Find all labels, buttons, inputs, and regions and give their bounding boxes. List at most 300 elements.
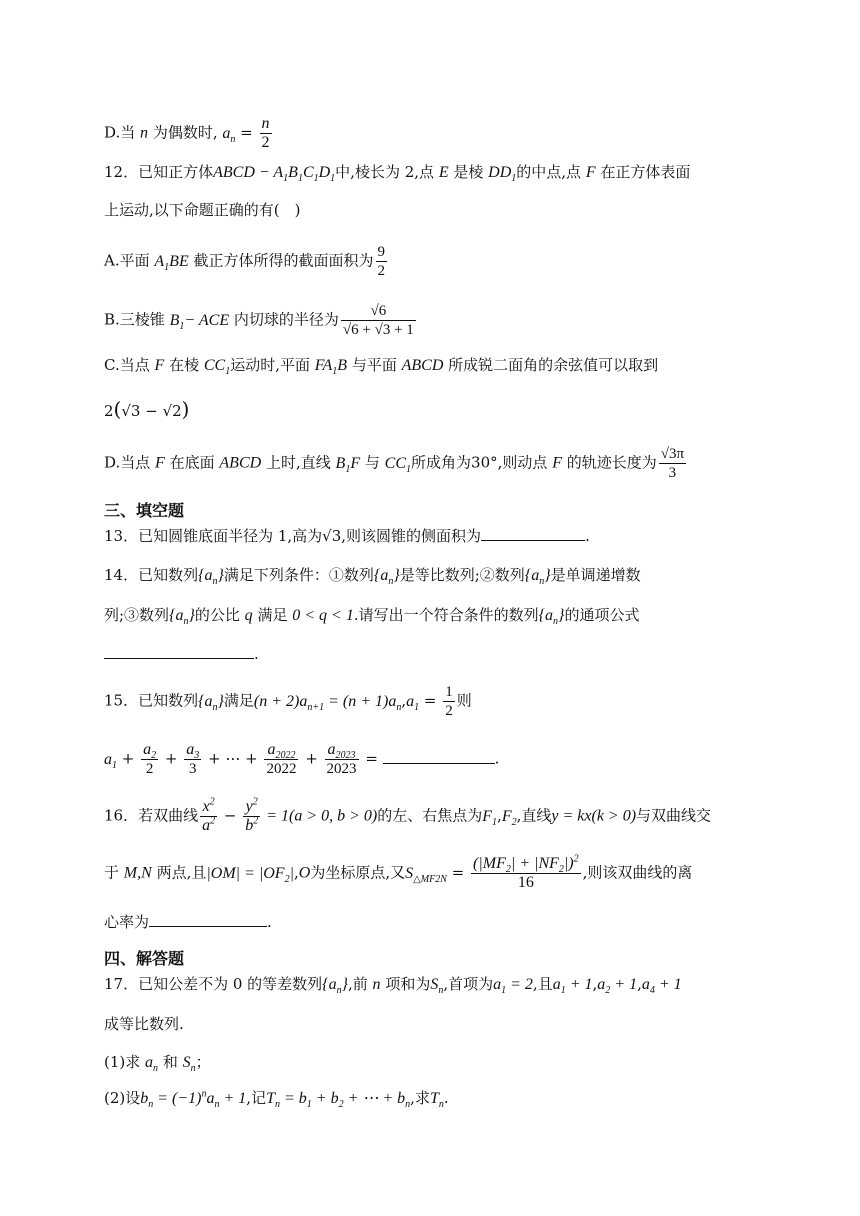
q16-line-1	[104, 798, 711, 835]
sub: 2	[511, 816, 517, 828]
fraction-a2023-over-2023	[325, 741, 359, 778]
math: + b	[311, 1090, 339, 1107]
sub-text: 2	[435, 873, 441, 885]
seq-an	[198, 567, 224, 588]
math: B	[169, 311, 180, 329]
term-a4-plus-1	[641, 976, 682, 997]
sub: 1	[297, 173, 303, 185]
math-OM-OF2	[206, 864, 294, 885]
numerator	[243, 798, 260, 817]
an	[145, 1054, 159, 1075]
math: b	[140, 1090, 149, 1107]
math: b	[245, 817, 254, 834]
sub-text: △MF	[413, 873, 436, 885]
text: 满足	[257, 606, 288, 624]
text: 14．已知数列	[104, 566, 199, 584]
sup: 2	[210, 815, 216, 827]
text: .	[254, 645, 259, 663]
text: 12．已知正方体	[104, 163, 214, 181]
math: = 2	[506, 976, 533, 993]
sub: 1	[492, 816, 498, 828]
sub: 1	[330, 173, 336, 185]
sub: 2	[558, 864, 564, 876]
q14-line-3	[104, 644, 259, 664]
sub: 1	[283, 173, 289, 185]
denominator	[243, 817, 260, 835]
math: a	[406, 692, 415, 710]
sub: n	[214, 1099, 220, 1111]
math: + 1	[654, 976, 682, 993]
q17-part-2	[104, 1088, 449, 1109]
sub: 1	[313, 173, 319, 185]
math: F	[350, 454, 361, 472]
sub: 1	[164, 261, 170, 273]
sub: 4	[649, 985, 655, 997]
sub: 1	[560, 985, 566, 997]
math: }	[341, 976, 348, 993]
text: 的轨迹长度为	[566, 453, 657, 472]
sub: n	[212, 576, 218, 588]
sub: n	[405, 1099, 411, 1111]
answer-blank[interactable]	[481, 526, 585, 541]
fraction-y2-over-b2	[243, 798, 260, 835]
text: 16．若双曲线	[104, 806, 199, 825]
math: CC	[203, 357, 226, 374]
math: + 1	[565, 976, 593, 993]
text: 所成锐二面角的余弦值可以取到	[448, 356, 659, 374]
q12-line-1	[104, 162, 690, 183]
text: 为坐标原点,又	[310, 863, 406, 882]
math-O: O	[298, 864, 311, 882]
denominator: 2	[261, 134, 270, 151]
denominator	[200, 817, 217, 835]
Sn	[430, 976, 444, 997]
fraction-radius	[341, 302, 416, 339]
math-CC1	[203, 357, 231, 378]
math: {a	[198, 692, 213, 710]
bn-def	[140, 1088, 247, 1111]
text: ,	[497, 806, 502, 825]
math-a: a	[222, 124, 231, 142]
sub: n	[396, 701, 402, 713]
sub: 2	[338, 1099, 344, 1111]
F1	[482, 807, 498, 828]
answer-blank[interactable]	[383, 749, 495, 764]
math: {a	[198, 567, 213, 584]
math-sqrt-diff: √3 − √2	[121, 402, 182, 420]
sub: 1	[332, 366, 338, 378]
math-sqrt3: √3	[322, 527, 342, 545]
text: (1)求	[104, 1053, 141, 1071]
text: ,记	[246, 1089, 267, 1107]
sub: n	[553, 616, 559, 628]
section-heading-fill-in: 三、填空题	[104, 501, 185, 520]
math-F: F	[155, 454, 165, 472]
math: }	[188, 607, 195, 624]
math: a	[641, 976, 650, 993]
math: {a	[322, 976, 337, 993]
sub: 1	[179, 320, 185, 332]
denominator: 16	[517, 874, 534, 891]
q12-option-c-line-2	[104, 399, 189, 421]
plus: +	[117, 749, 140, 768]
math-condition: = 1(a > 0, b > 0)	[262, 807, 378, 825]
math: C	[302, 164, 314, 181]
sub: 1	[414, 701, 420, 713]
text: 截正方体所得的截面面积为	[193, 251, 374, 270]
math: y	[245, 798, 253, 815]
term-a1-plus-1	[552, 976, 593, 997]
plane-FA1B	[314, 357, 348, 378]
text: C.当点	[104, 356, 150, 374]
math-n: n	[372, 976, 381, 993]
numerator	[471, 855, 581, 874]
plus: +	[300, 749, 323, 768]
equals: =	[240, 123, 253, 142]
pyramid-B1-ACE	[169, 311, 230, 332]
text: 在棱	[169, 356, 200, 374]
sub: n+1	[307, 701, 325, 713]
text: 是棱	[453, 163, 484, 181]
text: 的公比	[194, 606, 240, 624]
text: ,且	[532, 975, 553, 993]
sub: n	[148, 1099, 154, 1111]
math: F	[482, 807, 493, 825]
ellipsis: + ⋯ +	[203, 749, 263, 768]
text: 在正方体表面	[600, 163, 691, 181]
a1	[104, 750, 117, 771]
text: 上时,直线	[265, 453, 331, 472]
sub: 2	[284, 873, 290, 885]
math: a	[143, 741, 152, 758]
sub: n	[190, 1063, 196, 1075]
q13	[104, 526, 590, 546]
denominator: 3	[668, 465, 677, 481]
seq-an	[538, 607, 565, 628]
math: S	[182, 1054, 191, 1071]
text: 满足	[223, 691, 254, 710]
numerator	[200, 798, 217, 817]
sub: n	[274, 1099, 280, 1111]
math: = (n + 1)a	[324, 692, 397, 710]
fraction-area	[471, 855, 581, 892]
text: 两点,且	[156, 863, 207, 882]
q17-line-1	[104, 974, 682, 995]
text: 在底面	[169, 453, 215, 472]
math: a	[206, 1090, 215, 1107]
math: a	[267, 741, 276, 758]
sub: 2023	[335, 750, 356, 762]
math-DD1	[488, 164, 517, 185]
sub: 3	[194, 750, 200, 762]
section-heading-solutions: 四、解答题	[104, 949, 185, 968]
math: ABCD − A	[213, 164, 284, 181]
plus: +	[160, 749, 183, 768]
math: a	[145, 1054, 154, 1071]
math: a	[104, 750, 112, 768]
numerator	[264, 741, 298, 760]
text: D.当	[104, 123, 136, 142]
math-line: y = kx(k > 0)	[551, 807, 637, 825]
sub: n	[183, 616, 189, 628]
math: a	[597, 976, 606, 993]
math-n: n	[140, 124, 149, 142]
sub-text: N	[440, 873, 447, 885]
math-q: q	[244, 607, 253, 624]
numerator	[325, 741, 359, 760]
math: x	[202, 798, 210, 815]
cube-name	[213, 164, 336, 185]
math: B	[288, 164, 298, 181]
text: 所成角为	[411, 453, 472, 472]
numerator: n	[261, 115, 270, 132]
sup: 2	[573, 853, 579, 865]
text: ,	[401, 691, 407, 710]
q12-option-b	[104, 302, 418, 339]
text: 是等比数列;②数列	[399, 566, 525, 584]
fraction-a3-over-3	[184, 741, 201, 778]
answer-blank[interactable]	[149, 912, 267, 927]
sub: 1	[406, 463, 412, 475]
sub: 1	[306, 1099, 312, 1111]
math: }	[217, 692, 224, 710]
text: ；	[195, 1053, 211, 1071]
text: 13．已知圆锥底面半径为 1,高为	[104, 527, 323, 545]
sub: n	[153, 1063, 159, 1075]
text: ,	[592, 975, 598, 993]
q14-line-2	[104, 605, 639, 626]
math: D	[318, 164, 331, 181]
math-angle: 30°	[471, 453, 498, 472]
fraction-n-over-2	[260, 115, 272, 152]
term-a2-plus-1	[597, 976, 638, 997]
sub: 1	[345, 463, 351, 475]
text: ,则该圆锥的侧面积为	[341, 527, 482, 545]
sub: n	[212, 701, 218, 713]
math-ABCD: ABCD	[219, 454, 262, 472]
area-S	[405, 864, 447, 885]
text: 的左、右焦点为	[377, 806, 483, 825]
math: }	[544, 567, 551, 584]
denominator: 2	[377, 263, 386, 279]
sub: 1	[511, 173, 517, 185]
denominator: 2023	[326, 761, 357, 777]
math-inequality: 0 < q < 1	[292, 607, 354, 624]
text: 与	[364, 453, 380, 472]
math: T	[429, 1090, 439, 1107]
text: 则	[456, 691, 472, 710]
math: a	[327, 741, 336, 758]
math: {a	[169, 607, 184, 624]
sup: 2	[252, 796, 258, 808]
q11-option-d	[104, 115, 274, 152]
math: S	[430, 976, 439, 993]
text: .请写出一个符合条件的数列	[353, 606, 539, 624]
math-F: F	[552, 454, 562, 472]
math: = (−1)	[153, 1090, 202, 1107]
text: ,直线	[516, 806, 552, 825]
Sn	[182, 1054, 196, 1075]
math: {a	[524, 567, 540, 584]
text: B.三棱锥	[104, 310, 165, 329]
text: 是单调递增数	[550, 566, 641, 584]
seq-an	[198, 692, 224, 713]
math: | + |NF	[510, 855, 559, 872]
text: (2)设	[104, 1089, 141, 1107]
text: D.当点	[104, 453, 151, 472]
math-F: F	[154, 357, 165, 374]
q12-line-2: 上运动,以下命题正确的有( )	[104, 201, 301, 219]
denominator: 2022	[266, 761, 297, 777]
denominator: 3	[188, 761, 197, 777]
math-F: F	[585, 164, 596, 181]
Tn-def	[266, 1090, 411, 1111]
text: 的中点,点	[516, 163, 582, 181]
math: a	[552, 976, 561, 993]
text: .	[267, 913, 272, 931]
recurrence	[253, 692, 402, 713]
numerator: 1	[445, 684, 453, 700]
math: }	[217, 567, 224, 584]
text: 为偶数时,	[152, 123, 218, 142]
text: ,求	[410, 1089, 430, 1107]
equals: =	[419, 691, 442, 710]
q17-line-2: 成等比数列.	[104, 1015, 184, 1033]
math: a	[186, 741, 195, 758]
math: = b	[279, 1090, 307, 1107]
text: ,	[293, 863, 299, 882]
math-CC1	[384, 454, 412, 475]
sub: 2	[505, 864, 511, 876]
text: 15．已知数列	[104, 691, 199, 710]
text: .	[494, 749, 500, 768]
q12-option-d	[104, 445, 688, 482]
math: − ACE	[184, 311, 230, 329]
text: A.平面	[104, 251, 150, 270]
sub: 1	[112, 759, 117, 771]
q12-option-c-line-1	[104, 355, 658, 376]
sup: 2	[253, 815, 259, 827]
math: }	[393, 567, 400, 584]
text: 内切球的半径为	[233, 310, 339, 329]
sub: n	[336, 985, 342, 997]
sup: n	[201, 1088, 207, 1100]
math: {a	[373, 567, 389, 584]
text: ,	[637, 975, 642, 993]
q16-line-3	[104, 912, 272, 932]
text: 心率为	[104, 913, 150, 931]
seq-an	[524, 567, 551, 588]
sub: 2022	[275, 750, 296, 762]
math-2: 2	[104, 402, 114, 420]
seq-an	[322, 976, 348, 997]
text: 17．已知公差不为 0 的等差数列	[104, 975, 323, 993]
math: |	[289, 864, 294, 882]
math: |OM| = |OF	[206, 864, 285, 882]
numerator	[184, 741, 201, 760]
numerator: 9	[377, 244, 386, 260]
sub: 1	[501, 985, 507, 997]
math: BE	[169, 252, 189, 270]
fraction-x2-over-a2	[200, 798, 217, 835]
answer-blank[interactable]	[104, 644, 254, 659]
math: B	[337, 357, 348, 374]
q16-line-2	[104, 855, 692, 892]
math-an	[222, 124, 236, 145]
math-sub: n	[230, 133, 236, 145]
math: DD	[488, 164, 512, 181]
q14-line-1	[104, 565, 641, 586]
text: 项和为	[385, 975, 431, 993]
text: 和	[162, 1053, 178, 1071]
line-B1F	[335, 454, 361, 475]
text: ,则动点	[497, 453, 548, 472]
plane-A1BE	[154, 252, 189, 273]
denominator: 2	[445, 703, 453, 719]
math: + ⋯ + b	[343, 1090, 406, 1107]
paren: (	[113, 397, 122, 421]
math: FA	[314, 357, 333, 374]
q17-part-1	[104, 1052, 211, 1073]
math: (|MF	[473, 855, 506, 872]
fraction-a2-over-2	[141, 741, 158, 778]
paren: )	[181, 397, 190, 421]
sub: n	[438, 1099, 444, 1111]
sub: n	[539, 576, 545, 588]
q15-line-1	[104, 683, 472, 720]
math: a	[493, 976, 502, 993]
seq-an	[373, 567, 400, 588]
q12-option-a	[104, 243, 389, 280]
sub: 2	[151, 750, 157, 762]
math: F	[501, 807, 512, 825]
a1-eq-2	[493, 976, 533, 997]
fraction-one-half	[443, 683, 455, 720]
fraction-sqrt3pi-over-3	[659, 445, 686, 482]
fraction-a2022-over-2022	[264, 741, 298, 778]
math: T	[266, 1090, 275, 1107]
math-ABCD: ABCD	[401, 357, 444, 374]
text: 于	[104, 863, 120, 882]
math: A	[154, 252, 165, 270]
text: ,首项为	[443, 975, 494, 993]
Tn	[429, 1090, 444, 1111]
a1	[406, 692, 420, 713]
sub: 2	[605, 985, 611, 997]
text: ,则该双曲线的离	[582, 863, 693, 882]
numerator	[141, 741, 158, 760]
fraction-9-over-2	[376, 243, 388, 280]
sub: 1	[225, 366, 231, 378]
equals: =	[446, 863, 470, 882]
numerator: √6	[341, 302, 416, 321]
math: + 1	[219, 1090, 247, 1107]
denominator: 2	[145, 761, 154, 777]
minus: −	[219, 806, 242, 825]
math: CC	[384, 454, 407, 472]
numerator: √3π	[660, 446, 685, 462]
math-E: E	[438, 164, 449, 181]
math-MN: M,N	[123, 864, 152, 882]
sub: n	[438, 985, 444, 997]
math: S	[405, 864, 414, 882]
text: 的通项公式	[564, 606, 640, 624]
text: 运动时,平面	[230, 356, 310, 374]
math: a	[202, 817, 211, 834]
seq-an	[169, 607, 195, 628]
F2	[501, 807, 517, 828]
text: 与双曲线交	[636, 806, 712, 825]
